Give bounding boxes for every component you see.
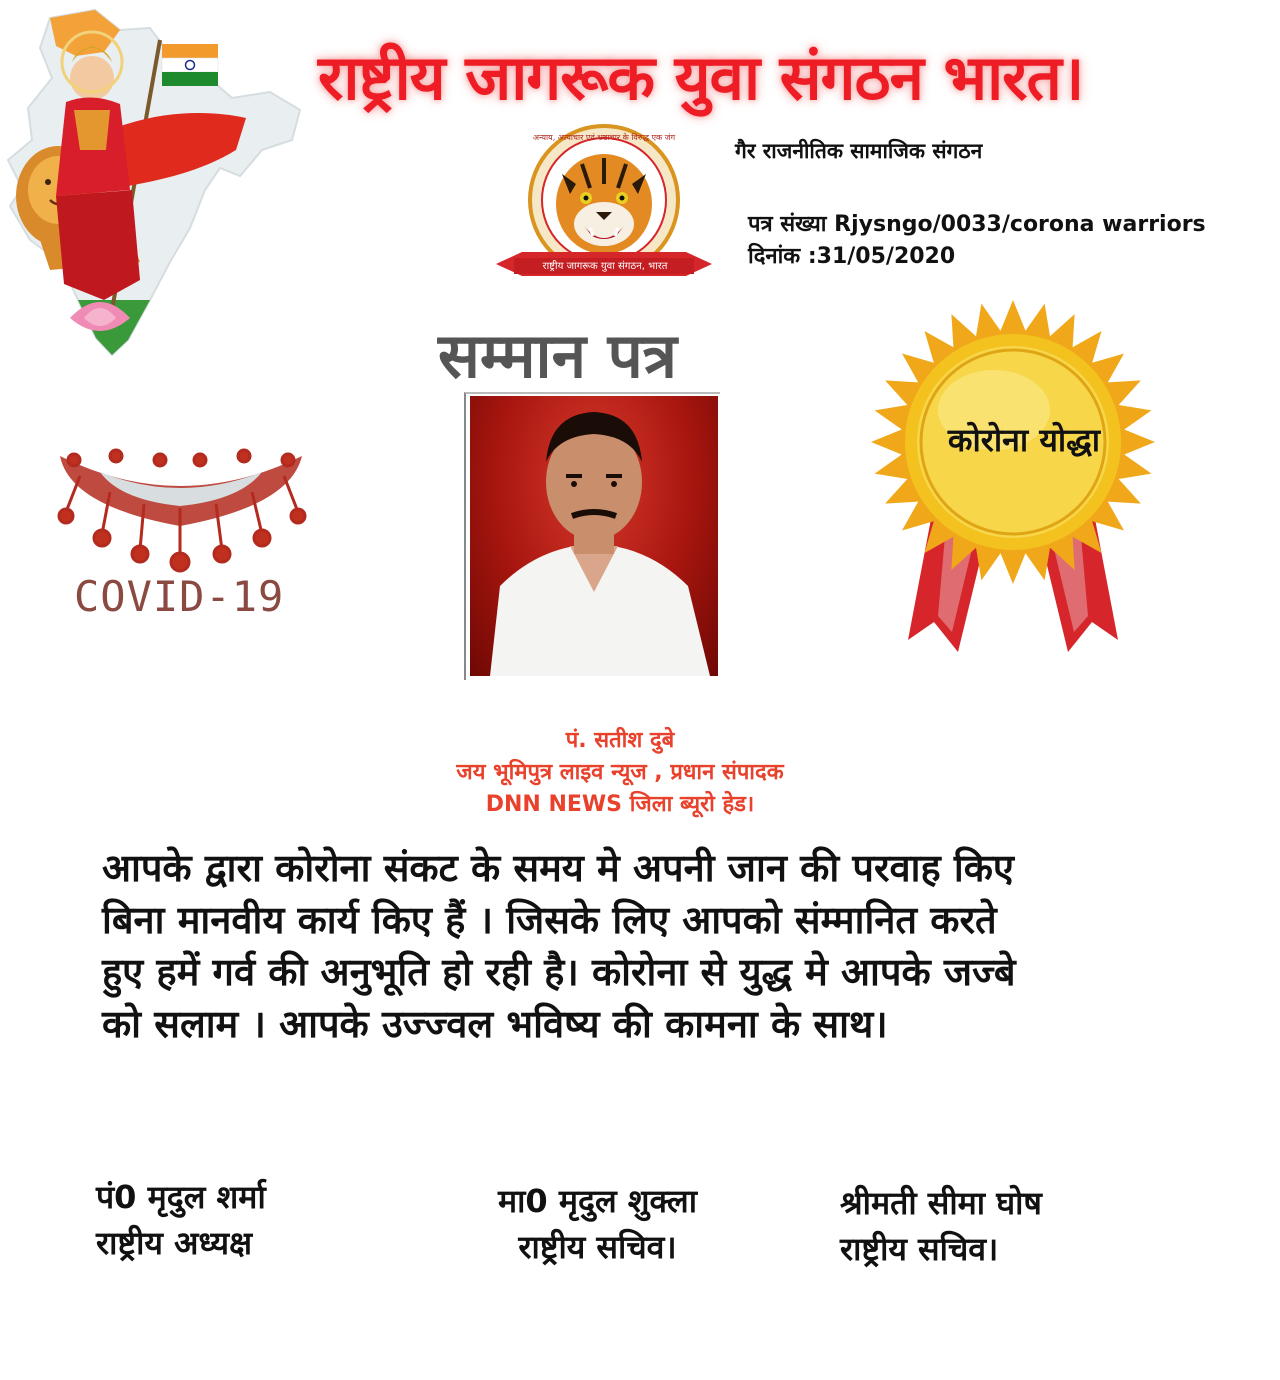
organization-subtitle: गैर राजनीतिक सामाजिक संगठन [735, 139, 983, 163]
bharat-mata-map-illustration [0, 0, 320, 370]
signatory-president [96, 1174, 266, 1266]
body-line: को सलाम । आपके उज्ज्वल भविष्य की कामना के साथ। [102, 1002, 888, 1046]
emblem-ribbon-text: राष्ट्रीय जागरूक युवा संगठन, भारत [542, 261, 668, 272]
emblem-ring-text: अन्याय, अत्याचार एवं भ्रष्टाचार के विरुद्ध एक जंग [532, 133, 676, 142]
covid-label: COVID-19 [74, 572, 285, 621]
honoree-designation: जय भूमिपुत्र लाइव न्यूज , प्रधान संपादक [456, 760, 784, 785]
signatory-title: राष्ट्रीय सचिव। [840, 1230, 999, 1268]
honoree-name: पं. सतीश दुबे [565, 728, 675, 753]
signatory-title: राष्ट्रीय अध्यक्ष [96, 1224, 253, 1262]
honoree-photo [470, 396, 718, 676]
signatory-title: राष्ट्रीय सचिव। [518, 1228, 677, 1266]
signatory-name: पं0 मृदुल शर्मा [96, 1178, 266, 1216]
letter-number: पत्र संख्या Rjysngo/0033/corona warriors [748, 212, 1206, 237]
india-flag [162, 44, 218, 58]
signatory-secretary-2 [840, 1180, 1042, 1272]
signatory-name: मा0 मृदुल शुक्ला [498, 1182, 697, 1220]
body-line: हुए हमें गर्व की अनुभूति हो रही है। कोरोना से युद्ध मे आपके जज्बे [102, 950, 1016, 994]
organization-title: राष्ट्रीय जागरूक युवा संगठन भारत। [318, 41, 1084, 114]
medal-text: कोरोना योद्धा [947, 421, 1101, 459]
coronavirus-illustration [40, 446, 322, 576]
honoree-bureau: DNN NEWS जिला ब्यूरो हेड। [485, 792, 755, 817]
signatory-secretary-1 [498, 1178, 697, 1270]
letter-date: दिनांक :31/05/2020 [748, 244, 956, 269]
body-line: आपके द्वारा कोरोना संकट के समय मे अपनी जान की परवाह किए [102, 846, 1014, 890]
body-line: बिना मानवीय कार्य किए हैं । जिसके लिए आपको संम्मानित करते [102, 898, 997, 942]
gold-medal-badge [868, 292, 1158, 672]
certificate-heading: सम्मान पत्र [438, 319, 678, 392]
certificate-body [102, 842, 1212, 1050]
signatory-name: श्रीमती सीमा घोष [840, 1184, 1042, 1222]
